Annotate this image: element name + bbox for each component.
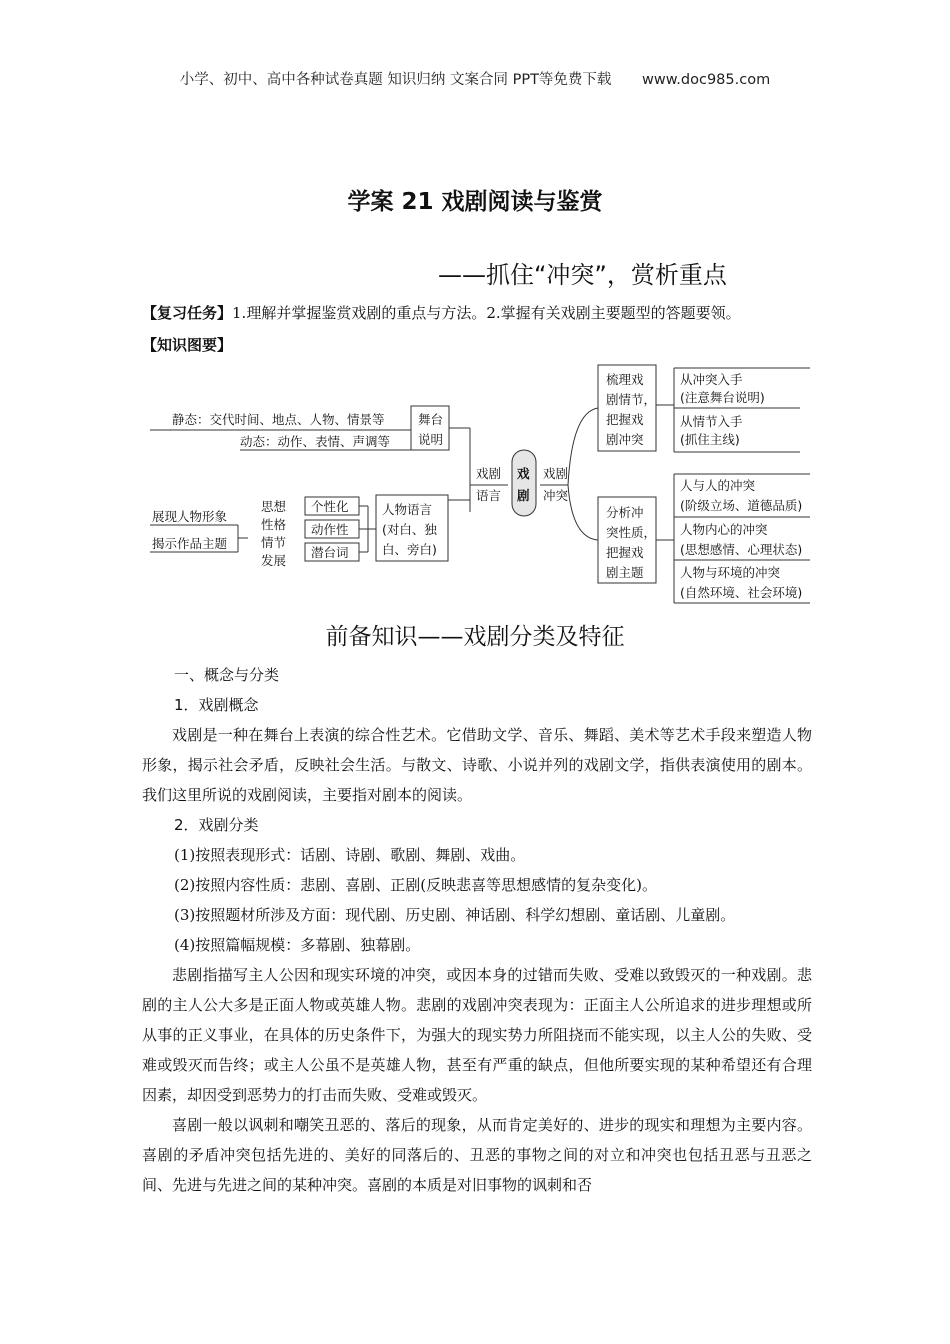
lang-feature-2: 动作性 xyxy=(311,522,349,537)
plot-item-2-a: 从情节入手 xyxy=(680,414,743,429)
plot-box-1: 梳理戏 xyxy=(606,372,644,387)
page-header xyxy=(0,68,950,89)
review-task xyxy=(142,302,822,323)
nature-item-2-b: (思想感情、心理状态) xyxy=(680,542,803,557)
subheading-classification: 2．戏剧分类 xyxy=(174,816,259,834)
plot-box-4: 剧冲突 xyxy=(606,432,644,447)
right-branch-label-2: 冲突 xyxy=(543,488,569,503)
plot-item-1-a: 从冲突入手 xyxy=(680,372,743,387)
left-branch-label-2: 语言 xyxy=(476,488,502,503)
char-lang-3: 白、旁白) xyxy=(382,542,437,557)
nature-item-3-b: (自然环境、社会环境) xyxy=(680,585,803,600)
char-lang-1: 人物语言 xyxy=(382,502,433,517)
section-title: 前备知识——戏剧分类及特征 xyxy=(325,624,625,650)
classification-item: (2)按照内容性质：悲剧、喜剧、正剧(反映悲喜等思想感情的复杂变化)。 xyxy=(174,876,657,894)
paragraph-concept: 戏剧是一种在舞台上表演的综合性艺术。它借助文学、音乐、舞蹈、美术等艺术手段来塑造人物形象，揭示社会矛盾，反映社会生活。与散文、诗歌、小说并列的戏剧文学，指供表演使用的剧本。我们这里所说的戏剧阅读，主要指对剧本的阅读。 xyxy=(142,726,812,804)
review-task-text: 1.理解并掌握鉴赏戏剧的重点与方法。2.掌握有关戏剧主要题型的答题要领。 xyxy=(232,304,741,322)
paragraph-tragedy: 悲剧指描写主人公因和现实环境的冲突，或因本身的过错而失败、受难以致毁灭的一种戏剧。悲剧的主人公大多是正面人物或英雄人物。悲剧的戏剧冲突表现为：正面主人公所追求的进步理想或所从事的正义事业，在具体的历史条件下，为强大的现实势力所阻挠而不能实现，以主人公的失败、受难或毁灭而告终；或主人公虽不是英雄人物，甚至有严重的缺点，但他所要实现的某种希望还有合理因素，却因受到恶势力的打击而失败、受难或毁灭。 xyxy=(142,966,812,1104)
header-text: 小学、初中、高中各种试卷真题 知识归纳 文案合同 PPT等免费下载 xyxy=(179,72,612,88)
part-heading: 一、概念与分类 xyxy=(174,666,280,684)
lang-feature-1: 个性化 xyxy=(311,499,349,514)
classification-item: (1)按照表现形式：话剧、诗剧、歌剧、舞剧、戏曲。 xyxy=(174,846,526,864)
function-1: 思想 xyxy=(261,499,287,514)
paragraph-comedy: 喜剧一般以讽刺和嘲笑丑恶的、落后的现象，从而肯定美好的、进步的现实和理想为主要内容。喜剧的矛盾冲突包括先进的、美好的同落后的、丑恶的事物之间的对立和冲突也包括丑恶与丑恶之间、先进与先进之间的某种冲突。喜剧的本质是对旧事物的讽刺和否 xyxy=(142,1116,812,1194)
function-2: 性格 xyxy=(261,517,287,532)
stage-label-2: 说明 xyxy=(418,432,444,447)
nature-box-2: 突性质， xyxy=(606,525,657,540)
plot-box-3: 把握戏 xyxy=(606,412,644,427)
function-3: 情节 xyxy=(261,535,287,550)
result-2: 揭示作品主题 xyxy=(152,536,228,551)
plot-item-2-b: (抓住主线) xyxy=(680,432,740,447)
function-4: 发展 xyxy=(261,553,287,568)
classification-item: (4)按照篇幅规模：多幕剧、独幕剧。 xyxy=(174,936,421,954)
nature-box-1: 分析冲 xyxy=(606,505,644,520)
plot-item-1-b: (注意舞台说明) xyxy=(680,390,765,405)
nature-item-1-b: (阶级立场、道德品质) xyxy=(680,498,803,513)
center-label-1: 戏 xyxy=(517,466,530,481)
stage-label-1: 舞台 xyxy=(418,412,444,427)
nature-item-1-a: 人与人的冲突 xyxy=(680,478,756,493)
header-site-link[interactable]: www.doc985.com xyxy=(642,72,771,88)
classification-item: (3)按照题材所涉及方面：现代剧、历史剧、神话剧、科学幻想剧、童话剧、儿童剧。 xyxy=(174,906,736,924)
stage-dynamic-text: 动态：动作、表情、声调等 xyxy=(240,434,391,449)
page-subtitle: ——抓住“冲突”，赏析重点 xyxy=(438,261,727,289)
left-branch-label-1: 戏剧 xyxy=(476,466,502,481)
page-title: 学案 21 戏剧阅读与鉴赏 xyxy=(347,189,603,215)
knowledge-map-label: 【知识图要】 xyxy=(142,336,233,354)
review-task-label: 【复习任务】 xyxy=(142,304,233,322)
char-lang-2: (对白、独 xyxy=(382,522,437,537)
subheading-concept: 1．戏剧概念 xyxy=(174,696,259,714)
nature-box-3: 把握戏 xyxy=(606,545,644,560)
right-branch-label-1: 戏剧 xyxy=(543,466,569,481)
nature-box-4: 剧主题 xyxy=(606,565,644,580)
nature-item-2-a: 人物内心的冲突 xyxy=(680,522,768,537)
plot-box-2: 剧情节， xyxy=(606,392,657,407)
result-1: 展现人物形象 xyxy=(152,509,228,524)
nature-item-3-a: 人物与环境的冲突 xyxy=(680,565,781,580)
stage-static-text: 静态：交代时间、地点、人物、情景等 xyxy=(172,412,385,427)
body-content xyxy=(142,660,812,1200)
knowledge-mindmap xyxy=(140,360,820,608)
lang-feature-3: 潜台词 xyxy=(311,545,349,560)
center-label-2: 剧 xyxy=(517,488,530,503)
